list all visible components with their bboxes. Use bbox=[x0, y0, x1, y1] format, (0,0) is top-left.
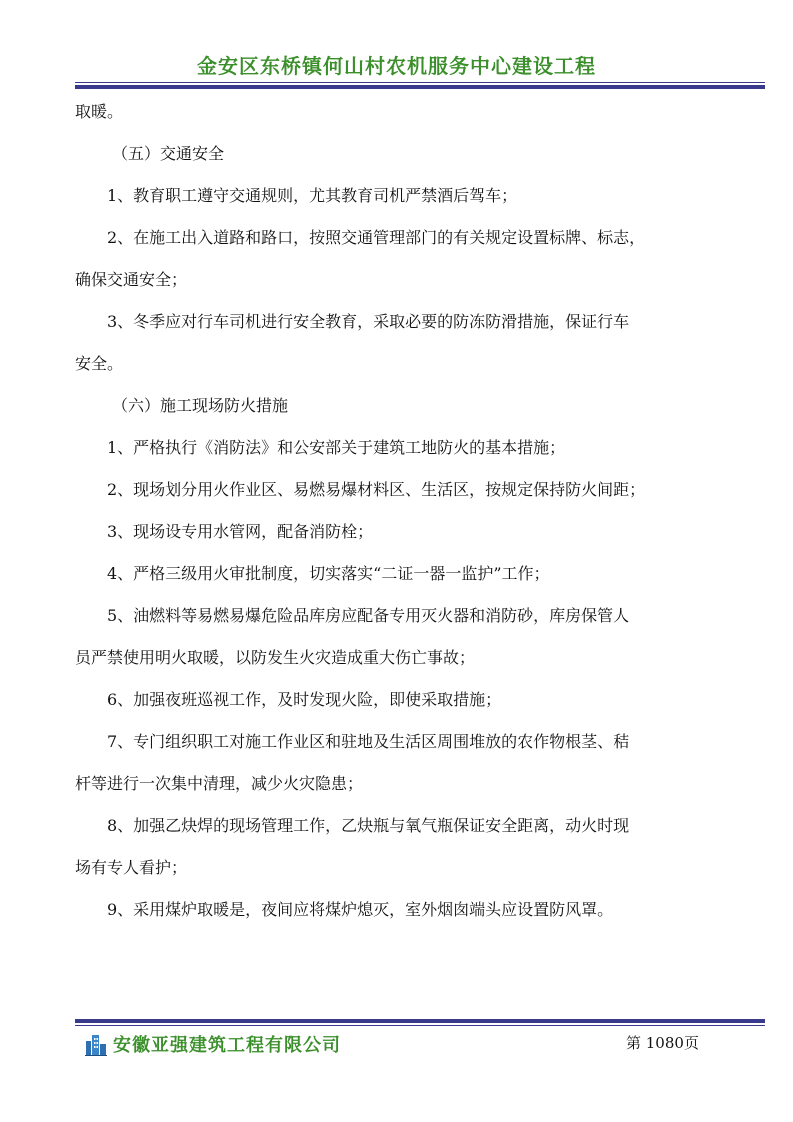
paragraph-line: 2、在施工出入道路和路口，按照交通管理部门的有关规定设置标牌、标志， bbox=[107, 228, 646, 247]
footer-rule-thick bbox=[75, 1019, 765, 1023]
paragraph-line: 1、教育职工遵守交通规则，尤其教育司机严禁酒后驾车； bbox=[107, 186, 518, 205]
building-logo-icon bbox=[85, 1032, 107, 1056]
paragraph-line: 7、专门组织职工对施工作业区和驻地及生活区周围堆放的农作物根茎、秸 bbox=[107, 732, 630, 751]
footer-company bbox=[85, 1031, 341, 1057]
paragraph-line: 杆等进行一次集中清理，减少火灾隐患； bbox=[75, 774, 364, 793]
paragraph-line: 安全。 bbox=[75, 354, 124, 373]
paragraph-line: 3、冬季应对行车司机进行安全教育，采取必要的防冻防滑措施，保证行车 bbox=[107, 312, 630, 331]
paragraph-line: 5、油燃料等易燃易爆危险品库房应配备专用灭火器和消防砂，库房保管人 bbox=[107, 606, 630, 625]
document-body bbox=[75, 102, 720, 920]
paragraph-line: 取暖。 bbox=[75, 102, 124, 121]
paragraph-line: 确保交通安全； bbox=[75, 270, 188, 289]
header-title: 金安区东桥镇何山村农机服务中心建设工程 bbox=[197, 54, 596, 78]
paragraph-line: 8、加强乙炔焊的现场管理工作，乙炔瓶与氧气瓶保证安全距离，动火时现 bbox=[107, 816, 630, 835]
paragraph-line: 9、采用煤炉取暖是，夜间应将煤炉熄灭，室外烟囱端头应设置防风罩。 bbox=[107, 900, 614, 919]
section-heading: （六）施工现场防火措施 bbox=[112, 396, 289, 415]
paragraph-line: 1、严格执行《消防法》和公安部关于建筑工地防火的基本措施； bbox=[107, 438, 566, 457]
paragraph-line: 3、现场设专用水管网，配备消防栓； bbox=[107, 522, 374, 541]
section-heading: （五）交通安全 bbox=[112, 144, 225, 163]
footer-rule-thin bbox=[75, 1025, 765, 1026]
header-rule-thick bbox=[75, 85, 765, 89]
paragraph-line: 场有专人看护； bbox=[75, 858, 188, 877]
paragraph-line: 6、加强夜班巡视工作，及时发现火险，即使采取措施； bbox=[107, 690, 502, 709]
paragraph-line: 2、现场划分用火作业区、易燃易爆材料区、生活区，按规定保持防火间距； bbox=[107, 480, 646, 499]
page-number: 第 1080页 bbox=[626, 1034, 699, 1052]
header-rule-thin bbox=[75, 82, 765, 83]
paragraph-line: 4、严格三级用火审批制度，切实落实“二证一器一监护”工作； bbox=[107, 564, 550, 583]
paragraph-line: 员严禁使用明火取暖，以防发生火灾造成重大伤亡事故； bbox=[75, 648, 476, 667]
company-name: 安徽亚强建筑工程有限公司 bbox=[113, 1035, 341, 1056]
